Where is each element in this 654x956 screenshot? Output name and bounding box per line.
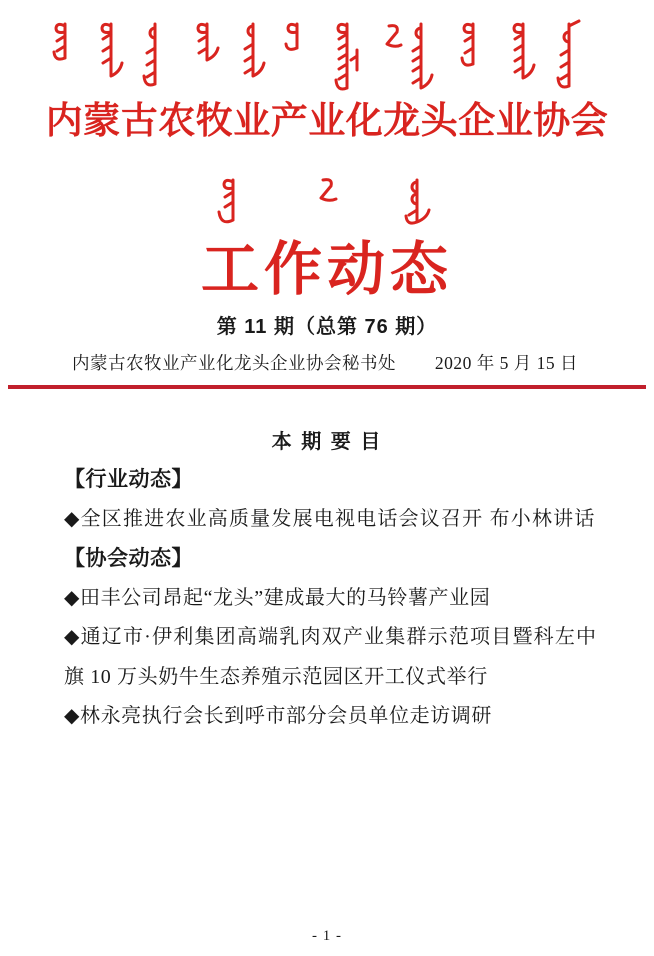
page-number: - 1 - <box>312 928 342 944</box>
mongolian-script-accent-icon <box>209 174 445 228</box>
toc-section-association: 【协会动态】 <box>64 547 193 570</box>
toc-section-industry: 【行业动态】 <box>64 468 193 491</box>
toc-entry-3-line-1: ◆通辽市·伊利集团高端乳肉双产业集群示范项目暨科左中 <box>64 626 598 648</box>
mongolian-script-mid-row <box>0 174 654 228</box>
toc-entry-2: ◆田丰公司昂起“龙头”建成最大的马铃薯产业园 <box>64 586 491 609</box>
toc-heading: 本 期 要 目 <box>271 431 383 453</box>
toc-entry-3-line-2: 旗 10 万头奶牛生态养殖示范园区开工仪式举行 <box>64 665 488 688</box>
publisher-name: 内蒙古农牧业产业化龙头企业协会秘书处 <box>72 353 396 373</box>
toc-entry-4: ◆林永亮执行会长到呼市部分会员单位走访调研 <box>64 705 492 727</box>
mongolian-script-top-row <box>0 18 654 92</box>
mongolian-script-row-icon <box>49 18 605 92</box>
publication-info-row <box>72 350 578 375</box>
issue-number: 第 11 期（总第 76 期） <box>216 316 438 338</box>
publish-date: 2020 年 5 月 15 日 <box>434 353 578 373</box>
divider-rule <box>8 385 646 389</box>
toc-list <box>64 460 598 737</box>
toc-entry-1: ◆全区推进农业高质量发展电视电话会议召开 布小林讲话 <box>64 507 596 530</box>
bulletin-title: 工作动态 <box>200 237 453 302</box>
org-title: 内蒙古农牧业产业化龙头企业协会 <box>45 101 609 142</box>
